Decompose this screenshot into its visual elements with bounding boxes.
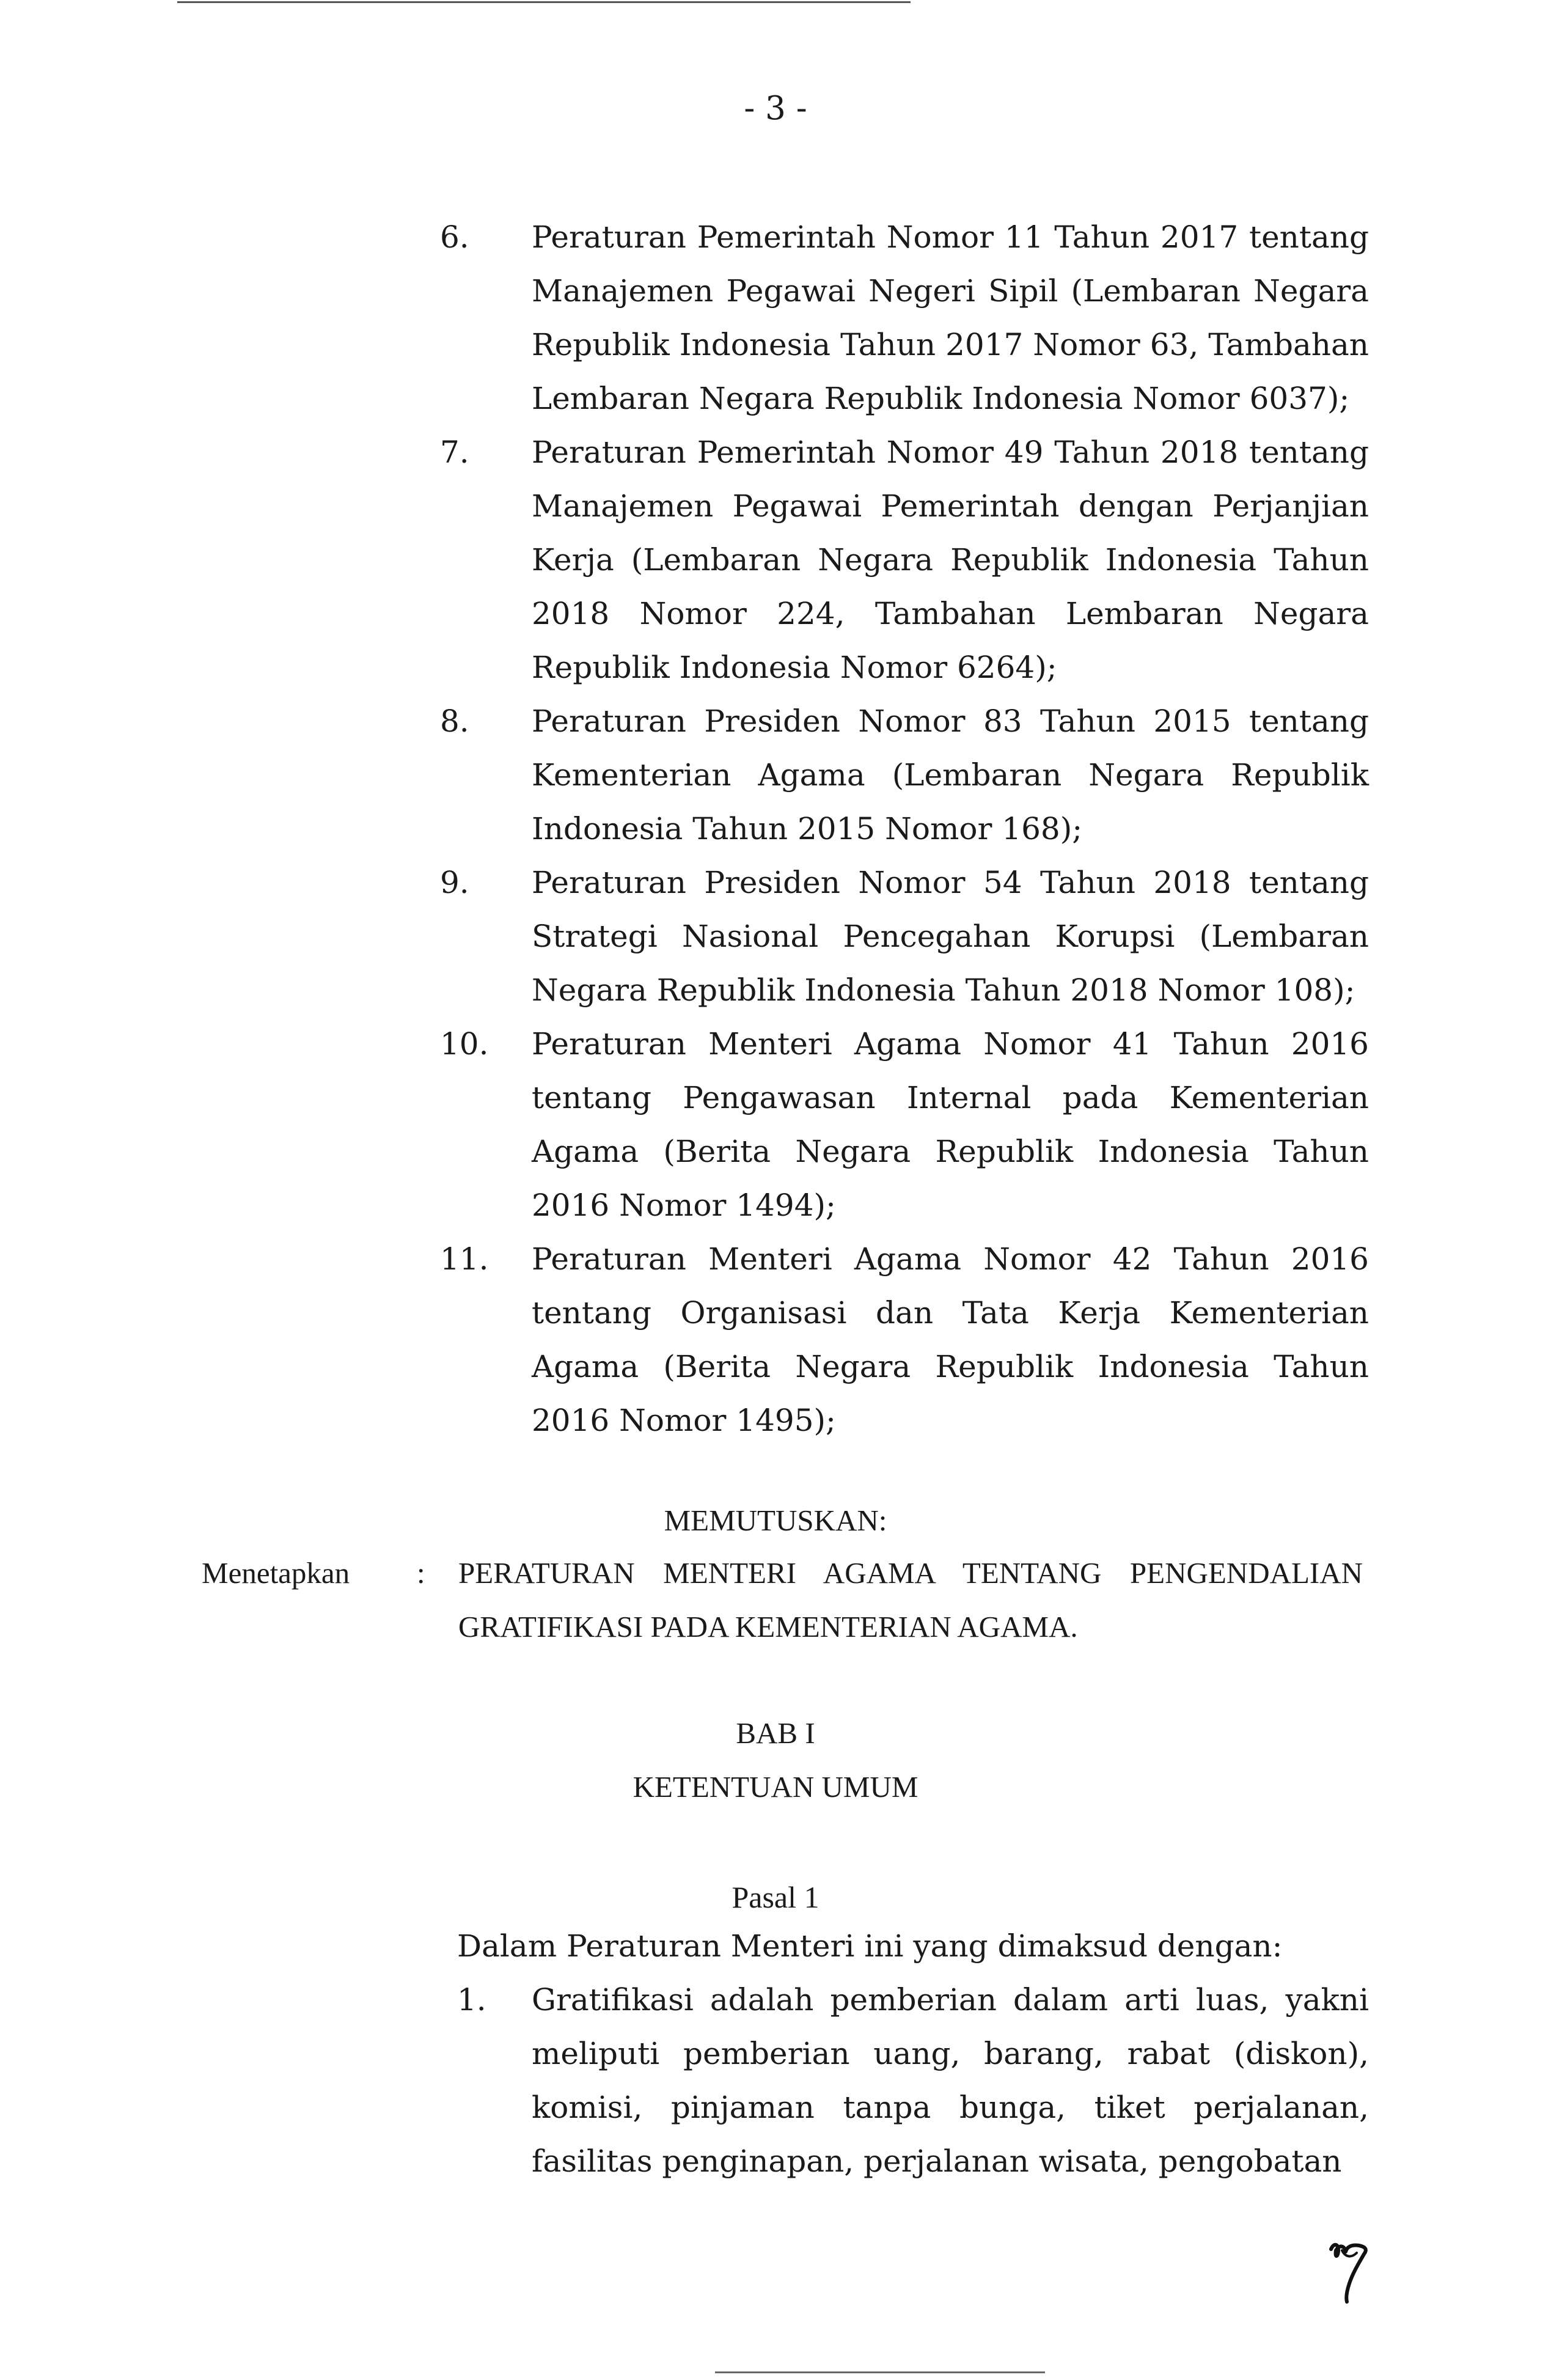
decision-heading: MEMUTUSKAN: bbox=[664, 1504, 887, 1537]
list-item bbox=[440, 1017, 1369, 1232]
scan-edge-top bbox=[177, 1, 911, 3]
item-text: Peraturan Pemerintah Nomor 11 Tahun 2017 tentang Manajemen Pegawai Negeri Sipil (Lembaran Negara Republik Indonesia Tahun 2017 Nomor 63, Tambahan Lembaran Negara Republik Indonesia Nomor 6037); bbox=[532, 219, 1369, 416]
chapter-number: BAB I bbox=[736, 1716, 815, 1750]
page-number: - 3 - bbox=[744, 90, 807, 127]
article-title: Pasal 1 bbox=[732, 1880, 820, 1914]
definition-list bbox=[457, 1973, 1369, 2188]
item-number: 7. bbox=[440, 435, 469, 470]
paraf-initial-icon bbox=[1325, 2238, 1380, 2305]
list-item bbox=[440, 856, 1369, 1017]
list-item bbox=[457, 1973, 1369, 2188]
item-text: Peraturan Pemerintah Nomor 49 Tahun 2018 tentang Manajemen Pegawai Pemerintah dengan Perjanjian Kerja (Lembaran Negara Republik Indonesia Tahun 2018 Nomor 224, Tambahan Lembaran Negara Republik Indonesia Nomor 6264); bbox=[532, 435, 1369, 685]
scan-edge-bottom bbox=[715, 2371, 1045, 2373]
item-text: Peraturan Presiden Nomor 54 Tahun 2018 tentang Strategi Nasional Pencegahan Korupsi (Lembaran Negara Republik Indonesia Tahun 2018 Nomor 108); bbox=[532, 865, 1369, 1008]
item-text: Peraturan Presiden Nomor 83 Tahun 2015 tentang Kementerian Agama (Lembaran Negara Republik Indonesia Tahun 2015 Nomor 168); bbox=[532, 703, 1369, 847]
item-text: Peraturan Menteri Agama Nomor 42 Tahun 2016 tentang Organisasi dan Tata Kerja Kementerian Agama (Berita Negara Republik Indonesia Tahun 2016 Nomor 1495); bbox=[532, 1241, 1369, 1438]
item-text: Peraturan Menteri Agama Nomor 41 Tahun 2016 tentang Pengawasan Internal pada Kementerian Agama (Berita Negara Republik Indonesia Tahun 2016 Nomor 1494); bbox=[532, 1026, 1369, 1223]
item-number: 9. bbox=[440, 865, 469, 900]
legal-basis-list bbox=[440, 210, 1369, 1447]
menetapkan-value: PERATURAN MENTERI AGAMA TENTANG PENGENDALIAN GRATIFIKASI PADA KEMENTERIAN AGAMA. bbox=[458, 1556, 1363, 1644]
menetapkan-colon: : bbox=[417, 1556, 425, 1590]
menetapkan-label: Menetapkan bbox=[202, 1556, 350, 1590]
article-intro: Dalam Peraturan Menteri ini yang dimaksud dengan: bbox=[457, 1928, 1283, 1964]
chapter-title: KETENTUAN UMUM bbox=[632, 1770, 919, 1804]
item-number: 6. bbox=[440, 219, 469, 255]
item-number: 10. bbox=[440, 1026, 489, 1062]
item-number: 8. bbox=[440, 703, 469, 739]
list-item bbox=[440, 694, 1369, 856]
list-item bbox=[440, 1232, 1369, 1447]
list-item bbox=[440, 425, 1369, 694]
item-text: Gratifikasi adalah pemberian dalam arti luas, yakni meliputi pemberian uang, barang, rabat (diskon), komisi, pinjaman tanpa bunga, tiket perjalanan, fasilitas penginapan, perjalanan wisata, pengobatan bbox=[532, 1982, 1369, 2179]
list-item bbox=[440, 210, 1369, 425]
item-number: 1. bbox=[457, 1982, 486, 2018]
item-number: 11. bbox=[440, 1241, 489, 1277]
